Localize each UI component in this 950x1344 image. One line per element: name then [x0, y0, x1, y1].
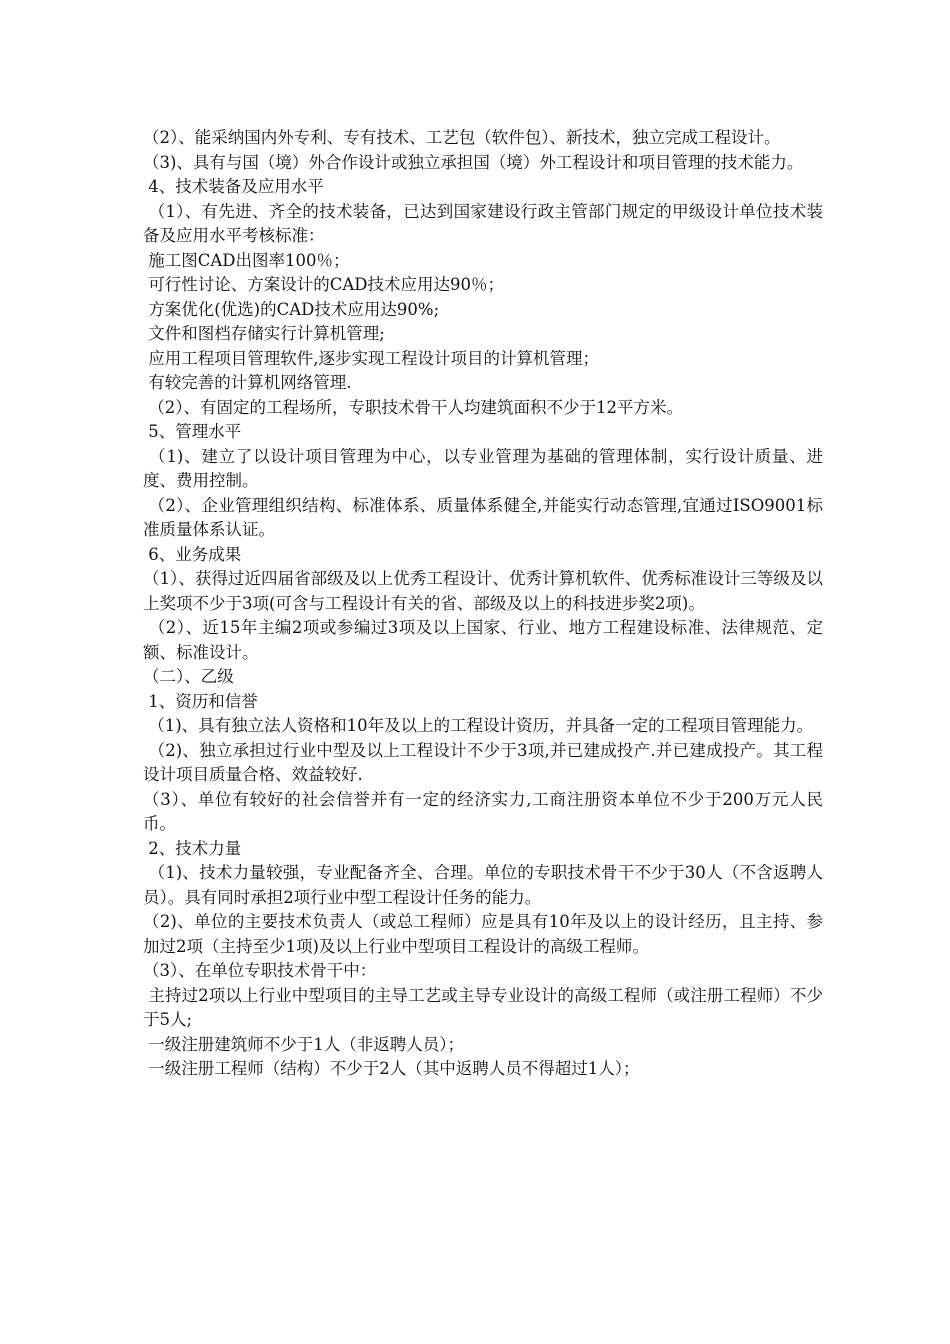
- document-paragraph: （2）、有固定的工程场所，专职技术骨干人均建筑面积不少于12平方米。: [143, 397, 683, 417]
- document-paragraph: 1、资历和信誉: [143, 691, 258, 711]
- document-body: [143, 126, 823, 1082]
- document-paragraph: 4、技术装备及应用水平: [143, 177, 324, 196]
- document-paragraph: （二）、乙级: [143, 667, 234, 686]
- document-paragraph: 应用工程项目管理软件,逐步实现工程设计项目的计算机管理；: [143, 348, 599, 368]
- document-paragraph: （1)、建立了以设计项目管理为中心，以专业管理为基础的管理体制，实行设计质量、进度、费用控制。: [143, 446, 824, 490]
- document-paragraph: 一级注册工程师（结构）不少于2人（其中返聘人员不得超过1人）；: [143, 1059, 640, 1078]
- document-paragraph: （2）、企业管理组织结构、标准体系、质量体系健全,并能实行动态管理,宜通过ISO9001标准质量体系认证。: [143, 495, 824, 539]
- document-paragraph: 6、业务成果: [143, 544, 242, 564]
- document-paragraph: （3）、单位有较好的社会信誉并有一定的经济实力,工商注册资本单位不少于200万元人民币。: [143, 789, 823, 833]
- document-paragraph: 方案优化(优选)的CAD技术应用达90%;: [143, 299, 440, 319]
- document-paragraph: 施工图CAD出图率100％；: [143, 250, 350, 270]
- document-paragraph: （1)、具有独立法人资格和10年及以上的工程设计资历，并具备一定的工程项目管理能力。: [143, 716, 814, 735]
- document-paragraph: （1）、有先进、齐全的技术装备，已达到国家建设行政主管部门规定的甲级设计单位技术装备及应用水平考核标准：: [143, 201, 824, 245]
- document-paragraph: 2、技术力量: [143, 838, 242, 858]
- document-paragraph: （1）、获得过近四届省部级及以上优秀工程设计、优秀计算机软件、优秀标准设计三等级及以上奖项不少于3项(可含与工程设计有关的省、部级及以上的科技进步奖2项)。: [143, 569, 823, 613]
- document-paragraph: 可行性讨论、方案设计的CAD技术应用达90％；: [143, 275, 505, 294]
- document-paragraph: （2）、近15年主编2项或参编过3项及以上国家、行业、地方工程建设标准、法律规范、定额、标准设计。: [143, 618, 823, 662]
- document-paragraph: 有较完善的计算机网络管理.: [143, 373, 352, 392]
- document-paragraph: （2)、独立承担过行业中型及以上工程设计不少于3项,并已建成投产.并已建成投产。其工程设计项目质量合格、效益较好.: [143, 740, 823, 784]
- document-paragraph: 一级注册建筑师不少于1人（非返聘人员）；: [143, 1034, 464, 1054]
- document-paragraph: 5、管理水平: [143, 422, 242, 441]
- document-paragraph: （3)、具有与国（境）外合作设计或独立承担国（境）外工程设计和项目管理的技术能力。: [143, 152, 804, 172]
- document-paragraph: （2)、单位的主要技术负责人（或总工程师）应是具有10年及以上的设计经历，且主持、参加过2项（主持至少1项)及以上行业中型项目工程设计的高级工程师。: [143, 912, 823, 956]
- document-paragraph: （1)、技术力量较强，专业配备齐全、合理。单位的专职技术骨干不少于30人（不含返聘人员）。具有同时承担2项行业中型工程设计任务的能力。: [143, 863, 823, 907]
- document-paragraph: 主持过2项以上行业中型项目的主导工艺或主导专业设计的高级工程师（或注册工程师）不少于5人;: [143, 985, 824, 1029]
- document-paragraph: （2）、能采纳国内外专利、专有技术、工艺包（软件包）、新技术，独立完成工程设计。: [143, 128, 781, 147]
- document-paragraph: （3）、在单位专职技术骨干中：: [143, 961, 377, 980]
- document-paragraph: 文件和图档存储实行计算机管理;: [143, 324, 385, 343]
